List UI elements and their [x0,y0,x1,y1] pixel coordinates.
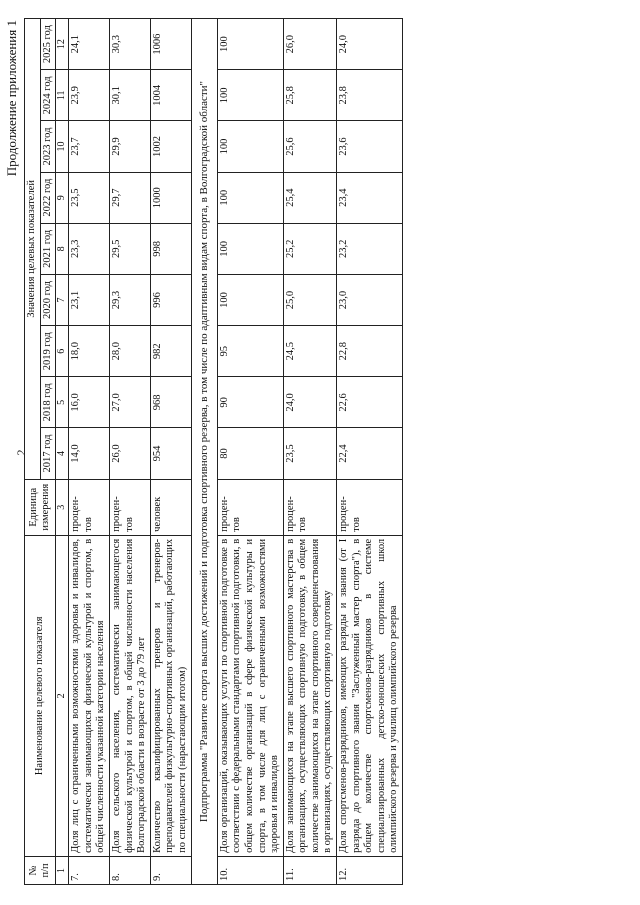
indicator-value: 23,2 [337,223,403,274]
indicator-value: 23,9 [69,70,110,121]
row-number: 11. [283,856,336,884]
indicator-value: 954 [150,428,191,479]
header-year: 2020 год [40,274,56,325]
indicator-name: Количество квалифицированных тренеров и тренеров-преподавателей физкультурно-спортивных организаций, работающих по специальности (нарастающим итогом) [150,535,191,856]
indicator-value: 22,4 [337,428,403,479]
row-number: 9. [150,856,191,884]
page-number: 2 [14,449,28,456]
indicator-value: 30,3 [109,19,150,70]
indicator-value: 23,5 [69,172,110,223]
indicator-value: 16,0 [69,377,110,428]
indicator-value: 25,0 [283,274,336,325]
indicator-value: 27,0 [109,377,150,428]
header-year: 2017 год [40,428,56,479]
column-number: 4 [56,428,69,479]
header-year: 2024 год [40,70,56,121]
table-row [109,19,150,885]
indicator-value: 25,4 [283,172,336,223]
indicator-value: 23,0 [337,274,403,325]
indicator-value: 29,3 [109,274,150,325]
indicator-value: 24,5 [283,326,336,377]
indicator-value: 29,7 [109,172,150,223]
indicator-unit: процен-тов [69,479,110,535]
indicator-unit: процен-тов [217,479,283,535]
indicator-value: 100 [217,274,283,325]
column-number: 7 [56,274,69,325]
indicator-value: 100 [217,19,283,70]
indicator-value: 90 [217,377,283,428]
header-year: 2022 год [40,172,56,223]
indicator-name: Доля лиц с ограниченными возможностями здоровья и инвалидов, систематически занимающихся физической культурой и спортом, в общей численности указанной категории населения [69,535,110,856]
column-number: 12 [56,19,69,70]
column-number: 6 [56,326,69,377]
indicator-value: 1006 [150,19,191,70]
column-number: 9 [56,172,69,223]
indicator-name: Доля организаций, оказывающих услуги по спортивной подготовке в соответствии с федеральными стандартами спортивной подготовки, в общем количестве организаций в сфере физической культуры и спорта, в том числе для лиц с ограниченными возможностями здоровья и инвалидов [217,535,283,856]
subprogram-title: Подпрограмма "Развитие спорта высших достижений и подготовка спортивного резерва, в том числе по адаптивным видам спорта, в Волгоградской области" [191,19,217,885]
row-number: 8. [109,856,150,884]
indicator-value: 996 [150,274,191,325]
indicators-table [24,18,403,885]
header-year: 2018 год [40,377,56,428]
indicator-value: 25,2 [283,223,336,274]
indicator-value: 100 [217,172,283,223]
header-values-group: Значения целевых показателей [25,19,41,480]
indicator-value: 29,9 [109,121,150,172]
indicator-value: 100 [217,121,283,172]
indicator-value: 24,0 [337,19,403,70]
indicator-unit: процен-тов [109,479,150,535]
header-year: 2023 год [40,121,56,172]
row-number: 7. [69,856,110,884]
continuation-label: Продолжение приложения 1 [4,20,19,177]
table-row [283,19,336,885]
indicator-name: Доля занимающихся на этапе высшего спортивного мастерства в организациях, осуществляющих спортивную подготовку, в общем количестве занимающихся на этапе спортивного совершенствования в организациях, осуществляющих спортивную подготовку [283,535,336,856]
header-year: 2019 год [40,326,56,377]
indicator-value: 80 [217,428,283,479]
column-number: 10 [56,121,69,172]
indicator-value: 1000 [150,172,191,223]
indicator-value: 28,0 [109,326,150,377]
indicator-value: 25,6 [283,121,336,172]
indicator-value: 1004 [150,70,191,121]
indicator-value: 23,3 [69,223,110,274]
indicator-name: Доля спортсменов-разрядников, имеющих разряды и звания (от I разряда до спортивного звания "Заслуженный мастер спорта"), в общем количестве спортсменов-разрядников в системе специализированных детско-юношеских спортивных школ олимпийского резерва и училищ олимпийского резерва [337,535,403,856]
indicator-value: 998 [150,223,191,274]
indicator-name: Доля сельского населения, систематически занимающегося физической культурой и спортом, в общей численности населения Волгоградской области в возрасте от 3 до 79 лет [109,535,150,856]
header-unit: Единица измерения [25,479,56,535]
indicator-value: 23,4 [337,172,403,223]
indicator-value: 23,7 [69,121,110,172]
header-no: № п/п [25,856,56,884]
header-name: Наименование целевого показателя [25,535,56,856]
indicator-value: 1002 [150,121,191,172]
indicator-value: 22,8 [337,326,403,377]
table-row [150,19,191,885]
column-number: 3 [56,479,69,535]
indicator-value: 23,6 [337,121,403,172]
column-number: 8 [56,223,69,274]
indicator-value: 100 [217,223,283,274]
indicator-value: 14,0 [69,428,110,479]
header-year: 2021 год [40,223,56,274]
column-number: 11 [56,70,69,121]
indicator-value: 23,1 [69,274,110,325]
indicator-value: 25,8 [283,70,336,121]
column-number: 2 [56,535,69,856]
table-row [69,19,110,885]
row-number: 10. [217,856,283,884]
header-year: 2025 год [40,19,56,70]
indicator-value: 29,5 [109,223,150,274]
column-number: 1 [56,856,69,884]
row-number: 12. [337,856,403,884]
indicator-value: 26,0 [109,428,150,479]
table-row [217,19,283,885]
indicator-value: 968 [150,377,191,428]
indicator-unit: процен-тов [283,479,336,535]
indicator-value: 22,6 [337,377,403,428]
indicator-value: 982 [150,326,191,377]
indicator-value: 24,0 [283,377,336,428]
indicator-value: 18,0 [69,326,110,377]
table-row [337,19,403,885]
indicator-value: 23,5 [283,428,336,479]
indicator-value: 30,1 [109,70,150,121]
indicator-value: 24,1 [69,19,110,70]
indicator-value: 26,0 [283,19,336,70]
indicator-unit: процен-тов [337,479,403,535]
indicator-unit: человек [150,479,191,535]
indicator-value: 100 [217,70,283,121]
indicator-value: 95 [217,326,283,377]
column-number: 5 [56,377,69,428]
indicator-value: 23,8 [337,70,403,121]
